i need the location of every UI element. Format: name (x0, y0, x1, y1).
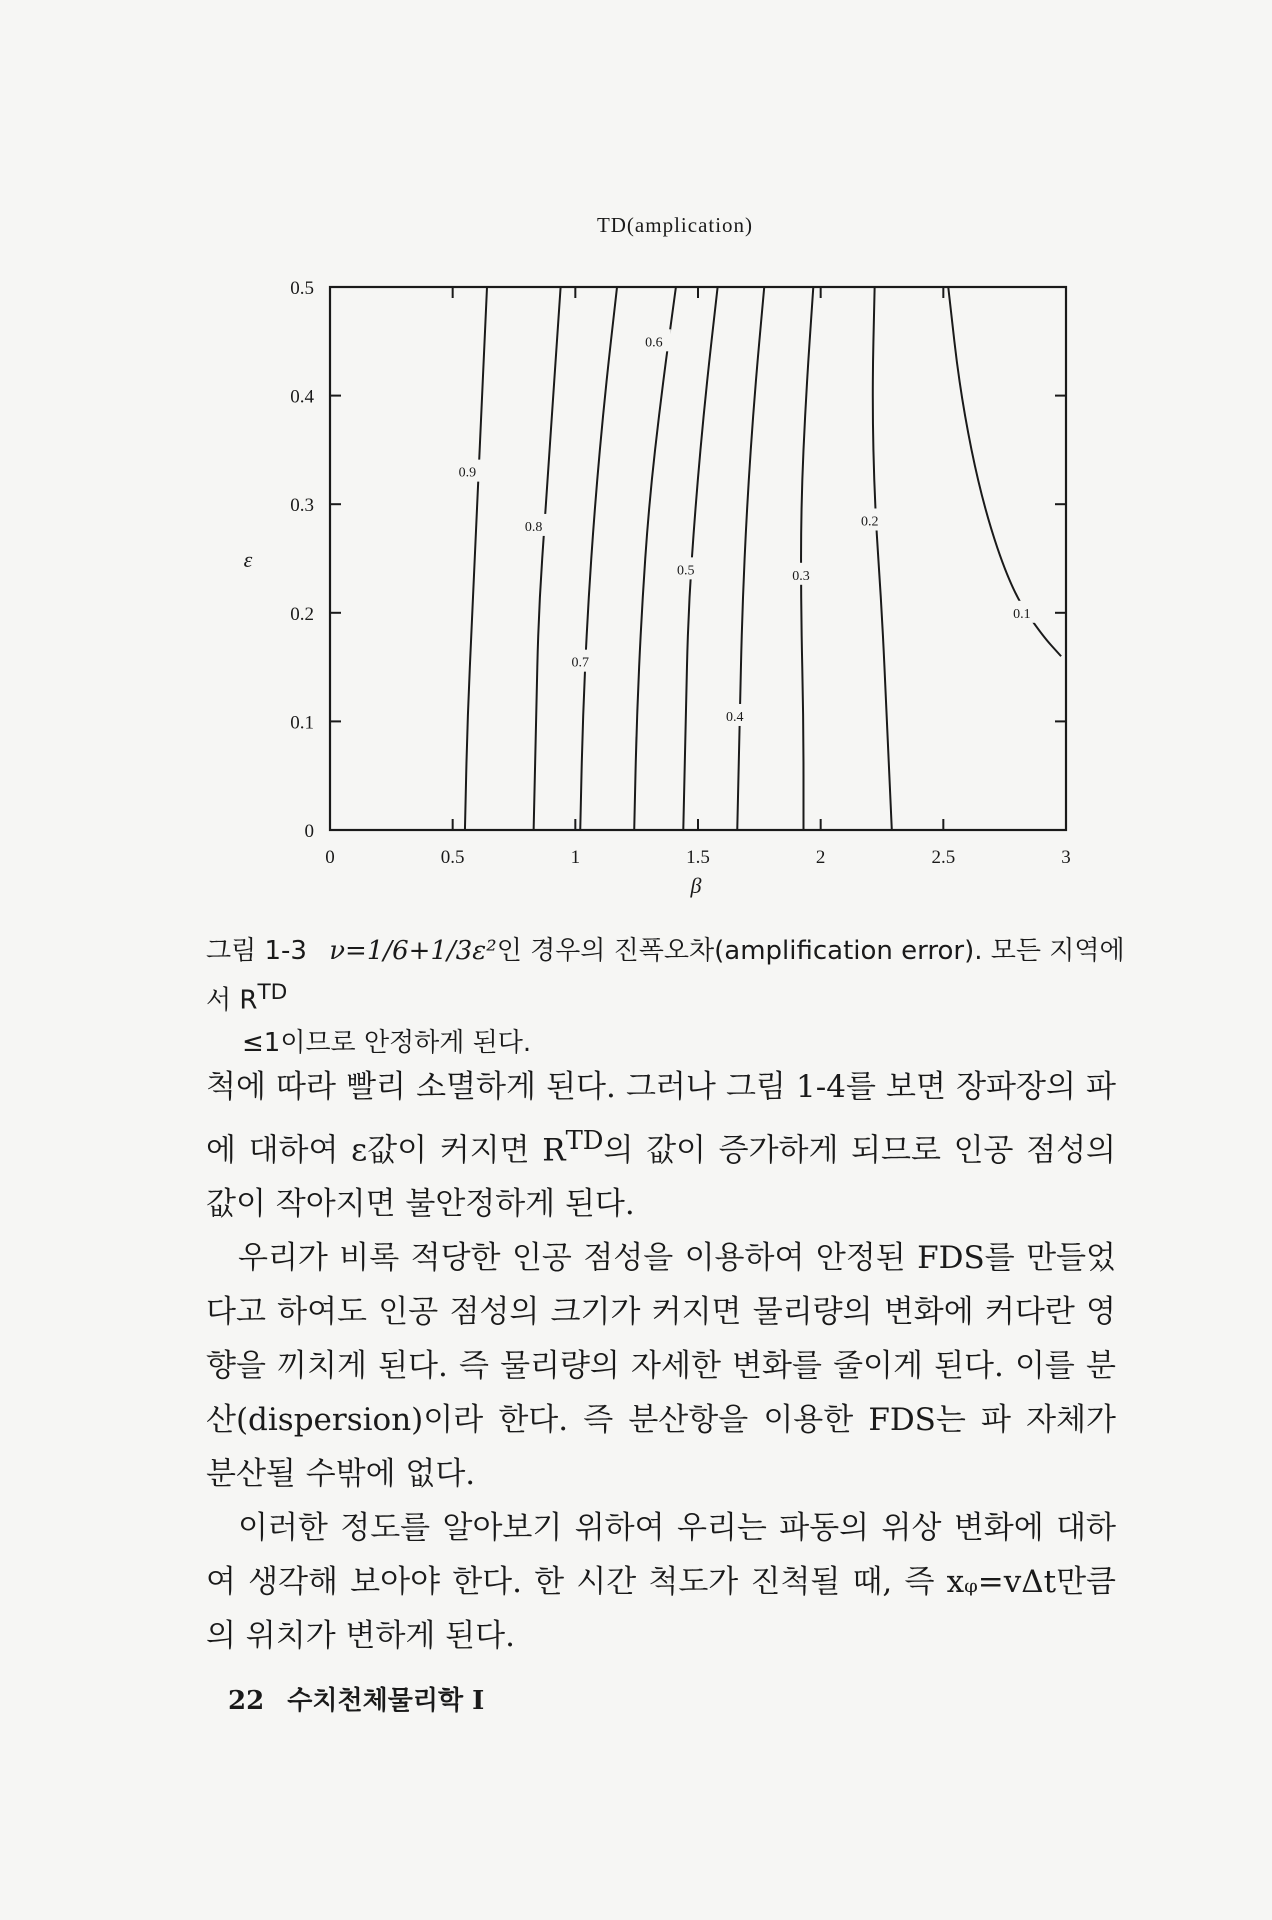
contour-line-0.4 (737, 287, 764, 830)
contour-line-0.8 (534, 287, 561, 830)
contour-line-0.2 (873, 287, 892, 830)
caption-formula: ν=1/6+1/3ε² (329, 936, 497, 966)
x-tick-label: 2.5 (931, 847, 956, 868)
contour-label: 0.3 (792, 568, 810, 584)
page-footer (228, 1680, 498, 1717)
caption-label: 그림 1-3 (206, 936, 307, 966)
paragraph-3: 이러한 정도를 알아보기 위하여 우리는 파동의 위상 변화에 대하여 생각해 보아야 한다. 한 시간 척도가 진척될 때, 즉 xᵩ=vΔt만큼의 위치가 변하게 된다. (206, 1510, 1116, 1655)
caption-text: 인 경우의 진폭오차(amplification error). 모든 지역에서 R (206, 936, 1125, 1016)
x-tick-label: 0.5 (440, 847, 465, 868)
figure-caption (206, 930, 1136, 1064)
caption-line-1 (206, 930, 1136, 1022)
paragraph-1-superscript: TD (565, 1126, 604, 1156)
y-tick-label: 0.2 (290, 603, 314, 625)
caption-line-2: ≤1이므로 안정하게 된다. (242, 1027, 532, 1058)
contour-label: 0.9 (458, 465, 477, 481)
contour-label: 0.7 (571, 655, 589, 671)
contour-chart (0, 0, 1272, 920)
running-title: 수치천체물리학 I (287, 1686, 485, 1716)
contour-label: 0.2 (860, 514, 879, 530)
x-tick-label: 3 (1061, 847, 1071, 868)
contour-lines (450, 287, 1061, 830)
y-tick-label: 0.4 (290, 386, 314, 408)
contour-label: 0.1 (1013, 606, 1031, 622)
page-number: 22 (228, 1686, 265, 1716)
paragraph-1-part-b: 의 값이 증가하게 되므로 인공 점성의 값이 작아지면 불안정하게 된다. (206, 1132, 1116, 1223)
x-tick-label: 0 (325, 847, 335, 868)
contour-line-0.7 (580, 287, 617, 830)
y-tick-label: 0.3 (290, 495, 314, 517)
contour-line-0.1 (948, 287, 1061, 656)
paragraph-1 (206, 1060, 1116, 1231)
contour-label: 0.8 (524, 519, 543, 535)
contour-label: 0.6 (645, 335, 663, 351)
contour-label: 0.4 (726, 709, 744, 725)
body-text (206, 1060, 1116, 1663)
x-tick-label: 2 (815, 847, 826, 868)
contour-line-0.3 (801, 287, 813, 830)
paragraph-2: 우리가 비록 적당한 인공 점성을 이용하여 안정된 FDS를 만들었다고 하여도 인공 점성의 크기가 커지면 물리량의 변화에 커다란 영향을 끼치게 된다. 즉 물리량의 자세한 변화를 줄이게 된다. 이를 분산(dispersion)이라 한다. 즉 분산항을 이용한 FDS는 파 자체가 분산될 수밖에 없다. (206, 1240, 1116, 1493)
y-tick-label: 0 (304, 821, 314, 842)
paragraph-1-part-a: 척에 따라 빨리 소멸하게 된다. 그러나 그림 1-4를 보면 장파장의 파에 대하여 ε값이 커지면 R (206, 1069, 1116, 1169)
x-tick-label: 1 (570, 847, 581, 868)
caption-superscript: TD (257, 980, 288, 1005)
y-tick-label: 0.1 (290, 712, 314, 734)
x-axis-label: β (690, 873, 702, 898)
contour-line-0.9 (465, 287, 487, 830)
y-tick-label: 0.5 (290, 278, 314, 299)
y-axis-label: ε (243, 547, 253, 572)
contour-label: 0.5 (676, 563, 695, 579)
x-tick-label: 1.5 (686, 847, 710, 868)
chart-title: TD(amplication) (596, 213, 754, 237)
